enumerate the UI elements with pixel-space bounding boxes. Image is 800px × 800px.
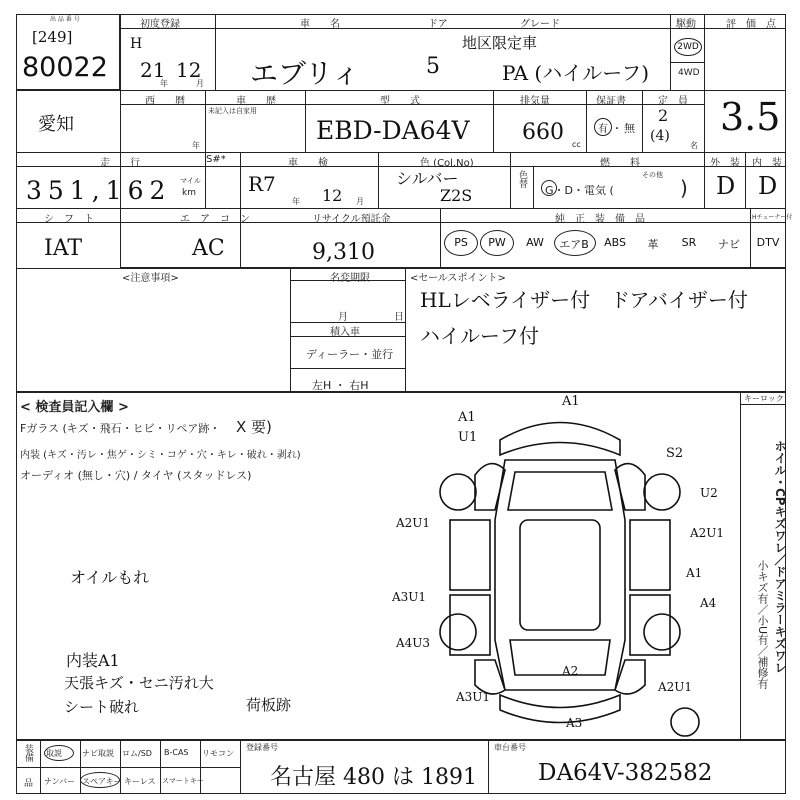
interior-value: D xyxy=(758,172,778,200)
plate-value: 名古屋 480 は 1891 xyxy=(270,765,477,790)
footer-item-spare-key: スペアキー xyxy=(82,777,122,786)
hand-label: 左H ・ 右H xyxy=(312,379,369,392)
interior-damage-line: 内装 (キズ・汚レ・焦ゲ・シミ・コゲ・穴・キレ・破れ・剥れ) xyxy=(20,450,301,461)
lot-bracket: [249] xyxy=(32,28,73,46)
equipment-pw: PW xyxy=(488,236,506,249)
caution-label: <注意事項> xyxy=(122,273,179,284)
note-seat: シート破れ xyxy=(64,698,140,716)
capacity-label: 定 員 xyxy=(658,96,688,107)
equipment-dtv: DTV xyxy=(756,236,780,249)
warranty-yes-circled: 有 xyxy=(594,118,612,136)
mileage-label: 走 行 xyxy=(100,158,140,169)
region: 愛知 xyxy=(38,114,74,135)
inspection-label: 車 検 xyxy=(288,158,328,169)
audio-tire-line: オーディオ (無し・穴) / タイヤ (スタッドレス) xyxy=(20,469,252,482)
equipment-abs: ABS xyxy=(604,236,626,249)
exterior-value: D xyxy=(716,172,736,200)
key-lock-label: キーロック xyxy=(744,394,784,403)
drive-4wd: 4WD xyxy=(678,68,700,78)
equipment-navi: ナビ xyxy=(718,238,740,251)
lot-header-strip: 出 品 番 号 xyxy=(50,16,80,23)
damage-mark: A2 xyxy=(562,664,579,678)
damage-mark: A3U1 xyxy=(456,690,491,704)
damage-mark: A2U1 xyxy=(690,526,725,540)
inspector-title: < 検査員記入欄 > xyxy=(20,400,129,415)
footer-item-smart-key: スマートキー xyxy=(162,777,204,785)
ac-label: エ ア コ ン xyxy=(180,214,250,225)
color-name: シルバー xyxy=(396,169,459,188)
inspection-era: R7 xyxy=(248,172,276,196)
recycle-value: 9,310 xyxy=(312,240,375,265)
shift-value: IAT xyxy=(44,236,83,261)
fuel-label: 燃 料 xyxy=(600,158,640,169)
transport-label: 積入車 xyxy=(330,327,360,338)
footer-equipment-label: 装備 xyxy=(23,744,33,762)
damage-mark: A3 xyxy=(566,716,583,730)
seireki-unit: 年 xyxy=(192,141,200,150)
inspection-month: 12 xyxy=(322,186,343,205)
color-label: 色 (Col.No) xyxy=(420,158,474,169)
lot-number: 80022 xyxy=(22,52,108,83)
first-reg-month: 12 xyxy=(176,58,202,82)
displacement-unit: cc xyxy=(572,140,581,149)
history-label: 車 歴 xyxy=(236,96,276,107)
score-label: 評 価 点 xyxy=(726,19,776,30)
chassis-label: 車台番号 xyxy=(494,743,526,752)
mileage-value: 351,162 xyxy=(26,176,172,205)
capacity-top: 2 xyxy=(658,106,669,125)
name-change-day: 日 xyxy=(394,312,404,323)
first-reg-era: H xyxy=(130,36,143,52)
seireki-label: 西 暦 xyxy=(145,96,185,107)
note-interior-a1: 内装A1 xyxy=(66,651,120,670)
name-change-month: 月 xyxy=(338,312,348,323)
footer-item-number: ナンバー xyxy=(44,777,76,786)
damage-mark: A4 xyxy=(700,596,717,610)
footer-item-keyless: キーレス xyxy=(124,777,156,786)
exterior-label: 外 装 xyxy=(710,158,740,169)
fuel-close: ) xyxy=(680,176,688,200)
capacity-unit: 名 xyxy=(690,141,698,150)
drive-label: 駆動 xyxy=(676,19,696,30)
drive-2wd-circled: 2WD xyxy=(674,38,702,56)
damage-mark: A1 xyxy=(562,394,580,409)
glass-line: Fガラス (キズ・飛石・ヒビ・リペア跡・ xyxy=(20,422,221,435)
equipment-label: 純 正 装 備 品 xyxy=(555,214,645,225)
damage-mark: A4U3 xyxy=(396,636,431,650)
tuner-label: Hチューナー付 xyxy=(752,214,793,221)
s-label: S#* xyxy=(206,154,226,165)
footer-item-remote: リモコン xyxy=(202,749,234,758)
fuel-options: G・D・電気 ( xyxy=(545,184,614,197)
footer-item-manual: 取説 xyxy=(46,749,62,758)
first-reg-year: 21 xyxy=(140,58,166,82)
damage-mark: S2 xyxy=(666,446,684,461)
footer-item-label: 品 xyxy=(24,779,34,789)
displacement-label: 排気量 xyxy=(520,96,550,107)
equipment-aw: AW xyxy=(526,236,544,249)
vertical-repair-note: 小キズ有／小U有／補修有 xyxy=(756,560,769,690)
equipment-airbag: エアB xyxy=(559,238,589,251)
footer-item-navi-manual: ナビ取説 xyxy=(82,749,114,758)
damage-mark: A1 xyxy=(686,566,703,580)
inspection-year-unit: 年 xyxy=(292,197,300,206)
damage-mark: A3U1 xyxy=(392,590,427,604)
score-value: 3.5 xyxy=(720,95,781,139)
grade-line1: 地区限定車 xyxy=(462,34,538,52)
car-name-label: 車 名 xyxy=(300,19,340,30)
year-unit: 年 xyxy=(160,79,168,88)
footer-item-manual-circle xyxy=(44,745,74,761)
equipment-pw-circle xyxy=(480,230,514,256)
equipment-ps: PS xyxy=(454,236,468,249)
equipment-ps-circle xyxy=(444,230,478,256)
first-reg-label: 初度登録 xyxy=(140,19,180,30)
damage-mark: A1 xyxy=(458,410,476,425)
vertical-damage-note: ホイル・CPキズワレ／ドアミラーキズワレ xyxy=(773,440,787,674)
grade-line2: PA (ハイルーフ) xyxy=(502,61,650,85)
sales-label: <セールスポイント> xyxy=(410,273,506,284)
footer-item-bcas: B-CAS xyxy=(164,748,189,757)
displacement-value: 660 xyxy=(522,120,564,145)
note-ceiling: 天張キズ・セニ汚れ大 xyxy=(64,674,214,692)
plate-label: 登録番号 xyxy=(246,743,278,752)
km-unit: km xyxy=(182,188,196,198)
glass-needed: X 要) xyxy=(236,418,272,436)
history-note: 未記入は自家用 xyxy=(208,107,257,115)
equipment-sr: SR xyxy=(681,236,697,249)
note-cargo: 荷板跡 xyxy=(246,696,292,714)
mile-unit: マイル xyxy=(180,177,201,185)
month-unit: 月 xyxy=(196,79,204,88)
footer-item-rom: ロム/SD xyxy=(122,749,152,758)
shift-label: シ フ ト xyxy=(44,214,94,225)
chassis-value: DA64V-382582 xyxy=(538,760,713,786)
equipment-airbag-circle xyxy=(554,230,596,256)
color-number: Z2S xyxy=(440,186,473,205)
car-name: エブリィ xyxy=(250,57,360,90)
sales-line2: ハイルーフ付 xyxy=(420,324,539,348)
model-value: EBD-DA64V xyxy=(316,116,470,145)
door-count: 5 xyxy=(426,54,440,79)
recycle-label: リサイクル預託金 xyxy=(312,214,391,225)
damage-mark: A2U1 xyxy=(396,516,431,530)
name-change-label: 名変期限 xyxy=(330,273,370,284)
damage-mark: U1 xyxy=(458,430,478,445)
fuel-other-label: その他 xyxy=(642,171,663,179)
capacity-bottom: (4) xyxy=(650,128,670,144)
warranty-no: 無 xyxy=(624,122,635,135)
ac-value: AC xyxy=(192,236,225,261)
equipment-leather: 革 xyxy=(647,238,659,251)
inspection-month-unit: 月 xyxy=(356,197,364,206)
grade-label: グレード xyxy=(520,19,560,30)
color-change-label: 色替 xyxy=(517,170,527,188)
warranty-label: 保証書 xyxy=(596,96,626,107)
note-oil: オイルもれ xyxy=(70,568,150,587)
damage-mark: U2 xyxy=(700,486,718,500)
footer-item-spare-key-circle xyxy=(80,772,120,788)
damage-mark: A2U1 xyxy=(658,680,693,694)
warranty-dot: ・ xyxy=(612,124,622,135)
model-label: 型 式 xyxy=(380,96,420,107)
dealer-label: ディーラー・並行 xyxy=(306,348,394,361)
door-label: ドア xyxy=(428,19,448,30)
sales-line1: HLレベライザー付 ドアバイザー付 xyxy=(420,288,748,312)
interior-label: 内 装 xyxy=(752,158,782,169)
